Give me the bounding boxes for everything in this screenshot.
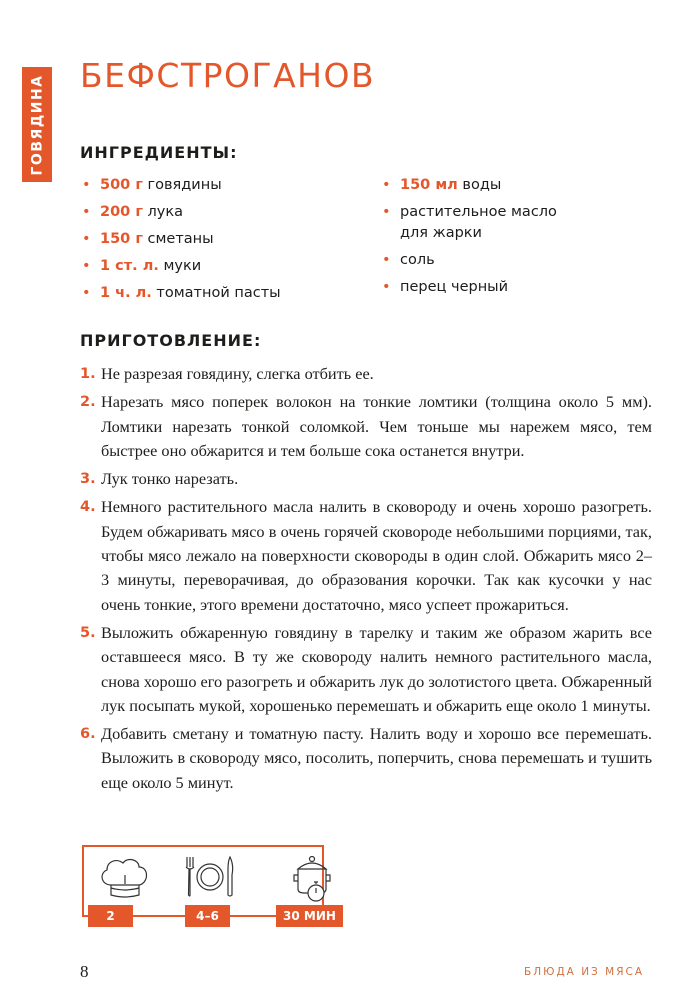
ingredient-name: муки: [163, 258, 202, 274]
bullet-icon: •: [82, 177, 91, 193]
step-number: 6.: [80, 726, 96, 743]
chef-hat-icon: [97, 855, 153, 900]
bullet-icon: •: [382, 177, 391, 193]
step-number: 3.: [80, 471, 96, 488]
ingredient-quantity: 200 г: [100, 204, 143, 220]
time-badge: 30 МИН: [276, 905, 343, 927]
ingredient-item: [80, 283, 370, 304]
section-tab: [22, 67, 52, 182]
step-item: [80, 390, 652, 463]
preparation-heading: ПРИГОТОВЛЕНИЕ:: [80, 331, 262, 350]
step-item: [80, 362, 652, 386]
ingredient-item: [380, 175, 580, 196]
ingredient-name: перец черный: [400, 279, 509, 295]
bullet-icon: •: [82, 285, 91, 301]
step-item: [80, 495, 652, 616]
step-number: 2.: [80, 394, 96, 411]
ingredient-quantity: 1 ч. л.: [100, 285, 152, 301]
ingredient-name: томатной пасты: [156, 285, 281, 301]
ingredient-name: соль: [400, 252, 435, 268]
step-number: 5.: [80, 624, 96, 641]
step-item: [80, 467, 652, 491]
bullet-icon: •: [382, 252, 391, 268]
ingredient-name: говядины: [147, 177, 222, 193]
step-text: Выложить обжаренную говядину в тарелку и таким же образом жарить все оставшееся мясо. В ту же сковороду налить немного растительного масла, снова хорошо его разогреть и обжарить лук до золотистого цвета. Обжаренный лук посыпать мукой, хорошенько перемешать и обжарить еще около 1 минуты.: [101, 622, 652, 715]
ingredient-quantity: 150 г: [100, 231, 143, 247]
ingredient-item: [380, 250, 580, 271]
ingredients-list-2: [380, 175, 580, 304]
ingredient-quantity: 1 ст. л.: [100, 258, 159, 274]
ingredient-name: воды: [462, 177, 502, 193]
recipe-title: БЕФСТРОГАНОВ: [80, 56, 376, 95]
bullet-icon: •: [382, 204, 391, 220]
ingredient-quantity: 500 г: [100, 177, 143, 193]
step-text: Нарезать мясо поперек волокон на тонкие ломтики (толщина около 5 мм). Ломтики нарезать тонкой соломкой. Чем тоньше мы нарежем мясо, тем быстрее оно обжарится и тем больше сока останется внутри.: [101, 392, 652, 460]
step-item: [80, 621, 652, 718]
ingredients-heading: ИНГРЕДИЕНТЫ:: [80, 143, 238, 162]
section-tab-label: ГОВЯДИНА: [29, 73, 46, 176]
ingredient-item: [80, 202, 370, 223]
pot-timer-icon: [290, 855, 340, 905]
step-text: Немного растительного масла налить в сковороду и очень хорошо разогреть. Будем обжаривать мясо в очень горячей сковороде небольшими порциями, так, чтобы мясо лежало на поверхности сковороды в один слой. Обжарить мясо 2–3 минуты, переворачивая, до образования корочки. Так как кусочки у нас очень тонкие, этого времени достаточно, мясо успеет прожариться.: [101, 497, 652, 614]
bullet-icon: •: [82, 204, 91, 220]
step-number: 1.: [80, 366, 96, 382]
step-number: 4.: [80, 499, 96, 516]
ingredient-item: [80, 229, 370, 250]
servings-badge: 4–6: [185, 905, 230, 927]
plate-cutlery-icon: [182, 855, 238, 900]
ingredients-list-1: [80, 175, 370, 310]
step-text: Не разрезая говядину, слегка отбить ее.: [101, 364, 374, 383]
step-text: Лук тонко нарезать.: [101, 469, 239, 489]
bullet-icon: •: [82, 231, 91, 247]
bullet-icon: •: [382, 279, 391, 295]
ingredient-item: [380, 202, 580, 244]
ingredient-name: растительное масло для жарки: [400, 204, 557, 241]
steps-list: [80, 362, 652, 799]
ingredient-quantity: 150 мл: [400, 177, 458, 193]
ingredient-item: [80, 175, 370, 196]
ingredient-item: [380, 277, 580, 298]
ingredient-name: сметаны: [147, 231, 214, 247]
ingredient-item: [80, 256, 370, 277]
footer-section-title: БЛЮДА ИЗ МЯСА: [524, 966, 644, 978]
step-item: [80, 722, 652, 795]
step-text: Добавить сметану и томатную пасту. Налить воду и хорошо все перемешать. Выложить в сковороду мясо, посолить, поперчить, снова перемешать и тушить еще около 5 минут.: [101, 724, 652, 792]
bullet-icon: •: [82, 258, 91, 274]
page-number: 8: [80, 962, 89, 981]
difficulty-badge: 2: [88, 905, 133, 927]
ingredient-name: лука: [147, 204, 184, 220]
